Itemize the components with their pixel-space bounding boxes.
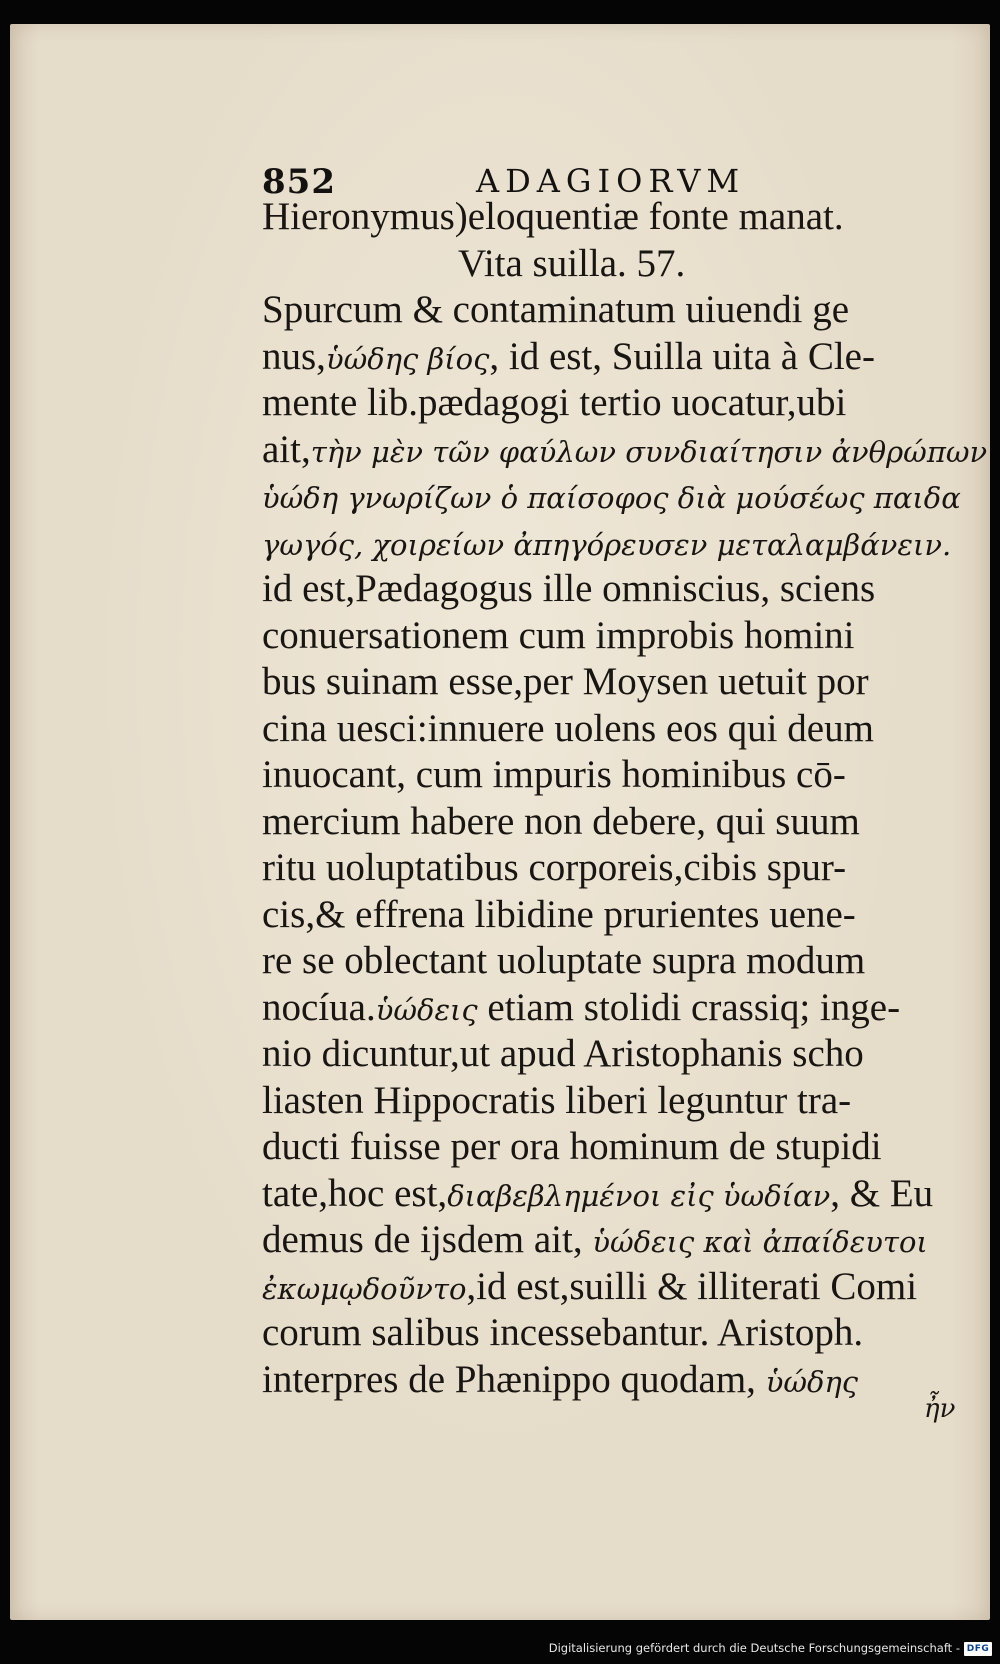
text-line [262,1171,982,1218]
latin-text: Spurcum & contaminatum uiuendi ge [262,288,850,331]
latin-text: cina uesci:innuere uolens eos qui deum [262,706,874,750]
latin-text: mente lib.pædagogi tertio uocatur,ubi [262,381,847,424]
latin-text: bus suinam esse,per Moysen uetuit por [262,660,869,703]
text-line [262,752,982,799]
folio-number: 852 [262,162,336,202]
catchword: ἦν [924,1394,956,1424]
text-line [262,938,982,985]
text-line [262,566,982,613]
latin-text: id est,Pædagogus ille omniscius, sciens [262,567,876,610]
text-line [262,1217,982,1264]
text-line [262,892,982,939]
text-line [262,706,982,753]
latin-text: , & Eu [830,1171,934,1215]
body-text [262,194,988,1403]
text-line [262,845,982,892]
text-line [262,473,982,520]
greek-text: ἐκωμῳδοῦντο [262,1271,467,1306]
greek-text: ὑώδης [765,1364,859,1399]
text-line [262,985,982,1032]
text-line [262,1031,982,1078]
text-line [262,1310,982,1357]
text-line [262,194,982,241]
greek-text: ὑώδης βίος [325,341,490,376]
latin-text: conuersationem cum improbis homini [262,613,855,657]
credit-bar [0,1630,1000,1664]
text-line [262,1124,982,1171]
greek-text: διαβεβλημένοι εἰς ὑωδίαν [447,1178,831,1213]
text-line [262,1078,982,1125]
latin-text: inuocant, cum impuris hominibus cō- [262,753,846,796]
book-page [10,24,990,1620]
running-head: ADAGIORVM [476,162,746,200]
latin-text: corum salibus incessebantur. Aristoph. [262,1311,864,1354]
latin-text: liasten Hippocratis liberi leguntur tra- [262,1078,852,1122]
text-line [262,334,982,381]
text-line [262,1264,982,1311]
text-line [262,520,982,567]
text-line [262,287,982,334]
text-line [262,659,982,706]
latin-text: ,id est,suilli & illiterati Comi [466,1264,918,1308]
latin-text: interpres de Phænippo quodam, [262,1357,766,1401]
greek-text: ὑώδεις [375,992,478,1027]
funding-credit: Digitalisierung gefördert durch die Deutsche Forschungsgemeinschaft - [548,1641,960,1655]
latin-text: tate,hoc est, [262,1171,448,1215]
latin-text: nio dicuntur,ut apud Aristophanis scho [262,1032,864,1075]
greek-text: ὑώδη γνωρίζων ὁ παίσοφος διὰ μούσέως παιδα [262,481,961,515]
latin-text: ait, [262,427,311,471]
greek-text: ὑώδεις καὶ ἀπαίδευτοι [592,1225,928,1259]
greek-text: γωγός, χοιρείων ἀπηγόρευσεν μεταλαμβάνειν. [262,527,952,562]
latin-text: Vita suilla. 57. [458,241,686,285]
greek-text: τὴν μὲν τῶν φαύλων συνδιαίτησιν ἀνθρώπων [310,434,988,469]
text-line [262,1357,982,1404]
latin-text: , id est, Suilla uita à Cle- [489,334,875,378]
adage-title [262,241,982,288]
latin-text: ducti fuisse per ora hominum de stupidi [262,1125,882,1168]
latin-text: mercium habere non debere, qui suum [262,799,860,843]
text-line [262,613,982,660]
text-line [262,799,982,846]
latin-text: demus de ijsdem ait, [262,1218,593,1261]
latin-text: etiam stolidi crassiq; inge- [477,985,901,1029]
text-line [262,427,988,474]
latin-text: re se oblectant uoluptate supra modum [262,939,866,982]
latin-text: nus, [262,334,326,378]
text-line [262,380,982,427]
dfg-logo: DFG [964,1642,992,1656]
latin-text: Hieronymus)eloquentiæ fonte manat. [262,195,844,238]
latin-text: cis,& effrena libidine prurientes uene- [262,892,856,936]
latin-text: ritu uoluptatibus corporeis,cibis spur- [262,846,847,889]
latin-text: nocíua. [262,985,376,1029]
